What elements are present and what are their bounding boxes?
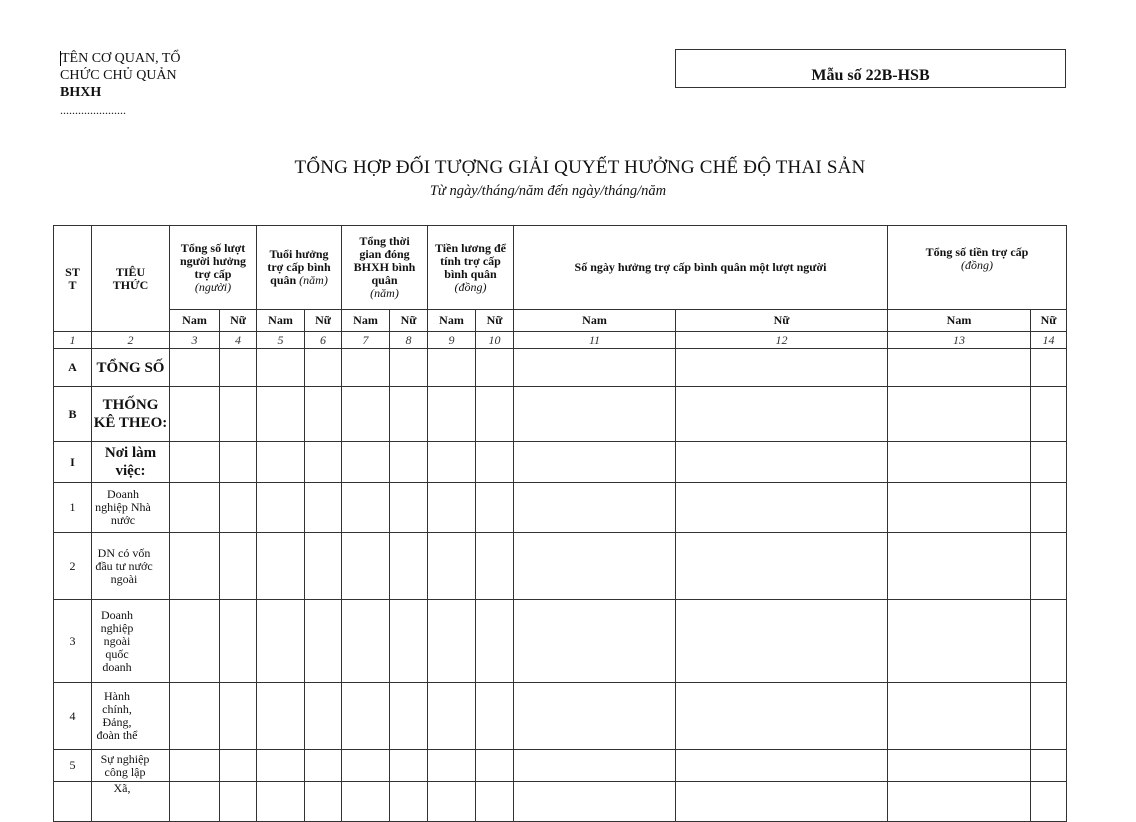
table-row-a bbox=[54, 349, 1067, 387]
data-cell[interactable] bbox=[676, 600, 888, 683]
row-stt: 4 bbox=[54, 683, 92, 750]
row-label: Doanh nghiệp ngoài quốc doanh bbox=[92, 600, 170, 683]
sub-header-male: Nam bbox=[257, 310, 305, 332]
data-cell[interactable] bbox=[220, 349, 257, 387]
sub-header-female: Nữ bbox=[220, 310, 257, 332]
row-stt: B bbox=[54, 387, 92, 442]
form-code-box bbox=[675, 49, 1066, 88]
data-cell[interactable] bbox=[220, 683, 257, 750]
header-avg-age: Tuổi hưởng trợ cấp bình quân (năm) bbox=[257, 226, 342, 310]
org-dots: ...................... bbox=[60, 103, 126, 117]
data-cell[interactable] bbox=[305, 483, 342, 533]
sub-header-female: Nữ bbox=[476, 310, 514, 332]
data-cell[interactable] bbox=[220, 782, 257, 822]
row-stt bbox=[54, 782, 92, 822]
data-cell[interactable] bbox=[676, 483, 888, 533]
data-cell[interactable] bbox=[888, 349, 1031, 387]
sub-header-male: Nam bbox=[342, 310, 390, 332]
data-cell[interactable] bbox=[390, 349, 428, 387]
table-row-i bbox=[54, 442, 1067, 483]
column-number: 6 bbox=[305, 332, 342, 349]
header-stt: ST T bbox=[54, 226, 92, 332]
row-label: DN có vốn đầu tư nước ngoài bbox=[92, 533, 170, 600]
data-cell[interactable] bbox=[390, 387, 428, 442]
data-cell[interactable] bbox=[1031, 750, 1067, 782]
data-cell[interactable] bbox=[170, 483, 220, 533]
data-cell[interactable] bbox=[220, 387, 257, 442]
data-cell[interactable] bbox=[888, 600, 1031, 683]
data-cell[interactable] bbox=[390, 533, 428, 600]
data-cell[interactable] bbox=[676, 349, 888, 387]
data-cell[interactable] bbox=[428, 782, 476, 822]
data-cell[interactable] bbox=[428, 600, 476, 683]
row-label: Nơi làm việc: bbox=[92, 442, 170, 483]
data-cell[interactable] bbox=[390, 483, 428, 533]
data-cell[interactable] bbox=[342, 483, 390, 533]
column-number: 4 bbox=[220, 332, 257, 349]
sub-header-male: Nam bbox=[888, 310, 1031, 332]
data-cell[interactable] bbox=[888, 750, 1031, 782]
table-row-3 bbox=[54, 600, 1067, 683]
data-cell[interactable] bbox=[476, 750, 514, 782]
data-cell[interactable] bbox=[257, 600, 305, 683]
header-total-recipients: Tổng số lượt người hưởng trợ cấp (người) bbox=[170, 226, 257, 310]
data-cell[interactable] bbox=[305, 349, 342, 387]
row-stt: 3 bbox=[54, 600, 92, 683]
sub-header-male: Nam bbox=[428, 310, 476, 332]
data-cell[interactable] bbox=[476, 349, 514, 387]
data-cell[interactable] bbox=[305, 600, 342, 683]
column-number: 12 bbox=[676, 332, 888, 349]
data-cell[interactable] bbox=[428, 483, 476, 533]
data-cell[interactable] bbox=[342, 387, 390, 442]
data-cell[interactable] bbox=[257, 782, 305, 822]
data-cell[interactable] bbox=[305, 683, 342, 750]
data-cell[interactable] bbox=[514, 387, 676, 442]
data-cell[interactable] bbox=[342, 349, 390, 387]
row-label: THỐNG KÊ THEO: bbox=[92, 387, 170, 442]
data-cell[interactable] bbox=[342, 442, 390, 483]
table-row-4 bbox=[54, 683, 1067, 750]
data-cell[interactable] bbox=[676, 387, 888, 442]
data-cell[interactable] bbox=[342, 683, 390, 750]
data-cell[interactable] bbox=[220, 533, 257, 600]
table-row-2 bbox=[54, 533, 1067, 600]
column-number: 11 bbox=[514, 332, 676, 349]
data-cell[interactable] bbox=[514, 683, 676, 750]
data-cell[interactable] bbox=[428, 683, 476, 750]
row-label: Doanh nghiệp Nhà nước bbox=[92, 483, 170, 533]
data-cell[interactable] bbox=[514, 533, 676, 600]
data-cell[interactable] bbox=[428, 750, 476, 782]
row-stt: I bbox=[54, 442, 92, 483]
data-cell[interactable] bbox=[888, 387, 1031, 442]
data-cell[interactable] bbox=[305, 782, 342, 822]
data-cell[interactable] bbox=[1031, 442, 1067, 483]
column-number: 7 bbox=[342, 332, 390, 349]
header-row bbox=[54, 226, 1067, 310]
data-cell[interactable] bbox=[170, 387, 220, 442]
sub-header-row bbox=[54, 310, 1067, 332]
data-cell[interactable] bbox=[390, 442, 428, 483]
data-cell[interactable] bbox=[888, 483, 1031, 533]
data-cell[interactable] bbox=[342, 782, 390, 822]
document-subtitle: Từ ngày/tháng/năm đến ngày/tháng/năm bbox=[429, 183, 667, 199]
data-cell[interactable] bbox=[476, 782, 514, 822]
data-cell[interactable] bbox=[220, 750, 257, 782]
column-number: 14 bbox=[1031, 332, 1067, 349]
data-cell[interactable] bbox=[1031, 600, 1067, 683]
header-avg-contribution-time: Tổng thời gian đóng BHXH bình quân (năm) bbox=[342, 226, 428, 310]
form-code: Mẫu số 22B-HSB bbox=[811, 67, 930, 84]
data-cell[interactable] bbox=[514, 442, 676, 483]
column-number: 13 bbox=[888, 332, 1031, 349]
header-total-benefit-amount: Tổng số tiền trợ cấp (đồng) bbox=[888, 226, 1067, 310]
data-cell[interactable] bbox=[676, 533, 888, 600]
data-cell[interactable] bbox=[888, 782, 1031, 822]
data-cell[interactable] bbox=[257, 683, 305, 750]
row-label: Xã, bbox=[92, 782, 170, 822]
header-avg-salary: Tiền lương để tính trợ cấp bình quân (đồng) bbox=[428, 226, 514, 310]
data-cell[interactable] bbox=[257, 349, 305, 387]
data-cell[interactable] bbox=[342, 750, 390, 782]
data-cell[interactable] bbox=[428, 349, 476, 387]
data-cell[interactable] bbox=[170, 782, 220, 822]
data-cell[interactable] bbox=[428, 387, 476, 442]
document-title: TỔNG HỢP ĐỐI TƯỢNG GIẢI QUYẾT HƯỞNG CHẾ ĐỘ THAI SẢN bbox=[294, 157, 866, 178]
data-cell[interactable] bbox=[220, 600, 257, 683]
org-name-line-1: TÊN CƠ QUAN, TỔ bbox=[61, 51, 181, 66]
data-cell[interactable] bbox=[1031, 483, 1067, 533]
data-cell[interactable] bbox=[305, 387, 342, 442]
data-cell[interactable] bbox=[342, 533, 390, 600]
column-number: 10 bbox=[476, 332, 514, 349]
data-cell[interactable] bbox=[257, 387, 305, 442]
row-label: Sự nghiệp công lập bbox=[92, 750, 170, 782]
data-cell[interactable] bbox=[888, 442, 1031, 483]
column-number: 5 bbox=[257, 332, 305, 349]
data-cell[interactable] bbox=[220, 483, 257, 533]
data-cell[interactable] bbox=[305, 750, 342, 782]
sub-header-female: Nữ bbox=[390, 310, 428, 332]
data-cell[interactable] bbox=[342, 600, 390, 683]
table-row-1 bbox=[54, 483, 1067, 533]
data-cell[interactable] bbox=[676, 782, 888, 822]
data-cell[interactable] bbox=[1031, 533, 1067, 600]
data-cell[interactable] bbox=[676, 750, 888, 782]
data-cell[interactable] bbox=[676, 442, 888, 483]
data-cell[interactable] bbox=[514, 349, 676, 387]
data-cell[interactable] bbox=[514, 750, 676, 782]
data-cell[interactable] bbox=[1031, 387, 1067, 442]
org-name-bhxh: BHXH bbox=[60, 85, 102, 100]
data-cell[interactable] bbox=[170, 442, 220, 483]
data-cell[interactable] bbox=[1031, 782, 1067, 822]
data-cell[interactable] bbox=[257, 750, 305, 782]
sub-header-male: Nam bbox=[170, 310, 220, 332]
header-tieu-thuc: TIÊU THỨC bbox=[92, 226, 170, 332]
data-cell[interactable] bbox=[676, 683, 888, 750]
data-cell[interactable] bbox=[514, 600, 676, 683]
data-cell[interactable] bbox=[390, 683, 428, 750]
data-cell[interactable] bbox=[476, 442, 514, 483]
sub-header-male: Nam bbox=[514, 310, 676, 332]
data-cell[interactable] bbox=[428, 533, 476, 600]
data-cell[interactable] bbox=[390, 750, 428, 782]
data-cell[interactable] bbox=[220, 442, 257, 483]
data-cell[interactable] bbox=[170, 750, 220, 782]
sub-header-female: Nữ bbox=[305, 310, 342, 332]
row-stt: 1 bbox=[54, 483, 92, 533]
data-cell[interactable] bbox=[1031, 349, 1067, 387]
row-label: TỔNG SỐ bbox=[92, 349, 170, 387]
data-cell[interactable] bbox=[476, 683, 514, 750]
column-number: 8 bbox=[390, 332, 428, 349]
header-avg-benefit-days: Số ngày hưởng trợ cấp bình quân một lượt người bbox=[514, 226, 888, 310]
column-number: 2 bbox=[92, 332, 170, 349]
column-number: 1 bbox=[54, 332, 92, 349]
data-cell[interactable] bbox=[476, 600, 514, 683]
row-stt: 5 bbox=[54, 750, 92, 782]
data-cell[interactable] bbox=[476, 533, 514, 600]
sub-header-female: Nữ bbox=[1031, 310, 1067, 332]
table-row-6-partial bbox=[54, 782, 1067, 822]
data-cell[interactable] bbox=[257, 483, 305, 533]
data-cell[interactable] bbox=[390, 782, 428, 822]
data-cell[interactable] bbox=[170, 349, 220, 387]
data-cell[interactable] bbox=[514, 782, 676, 822]
data-cell[interactable] bbox=[170, 533, 220, 600]
data-cell[interactable] bbox=[428, 442, 476, 483]
data-cell[interactable] bbox=[1031, 683, 1067, 750]
row-label: Hành chính, Đảng, đoàn thể bbox=[92, 683, 170, 750]
column-number: 9 bbox=[428, 332, 476, 349]
org-name-line-2: CHỨC CHỦ QUẢN bbox=[60, 68, 177, 83]
data-cell[interactable] bbox=[305, 533, 342, 600]
data-cell[interactable] bbox=[170, 683, 220, 750]
data-cell[interactable] bbox=[257, 533, 305, 600]
data-cell[interactable] bbox=[305, 442, 342, 483]
data-cell[interactable] bbox=[170, 600, 220, 683]
report-table bbox=[53, 225, 1067, 822]
data-cell[interactable] bbox=[476, 483, 514, 533]
data-cell[interactable] bbox=[514, 483, 676, 533]
row-stt: 2 bbox=[54, 533, 92, 600]
column-number: 3 bbox=[170, 332, 220, 349]
sub-header-female: Nữ bbox=[676, 310, 888, 332]
data-cell[interactable] bbox=[476, 387, 514, 442]
org-header bbox=[60, 50, 260, 119]
table-row-5 bbox=[54, 750, 1067, 782]
data-cell[interactable] bbox=[257, 442, 305, 483]
data-cell[interactable] bbox=[888, 533, 1031, 600]
data-cell[interactable] bbox=[888, 683, 1031, 750]
column-number-row bbox=[54, 332, 1067, 349]
data-cell[interactable] bbox=[390, 600, 428, 683]
table-row-b bbox=[54, 387, 1067, 442]
row-stt: A bbox=[54, 349, 92, 387]
